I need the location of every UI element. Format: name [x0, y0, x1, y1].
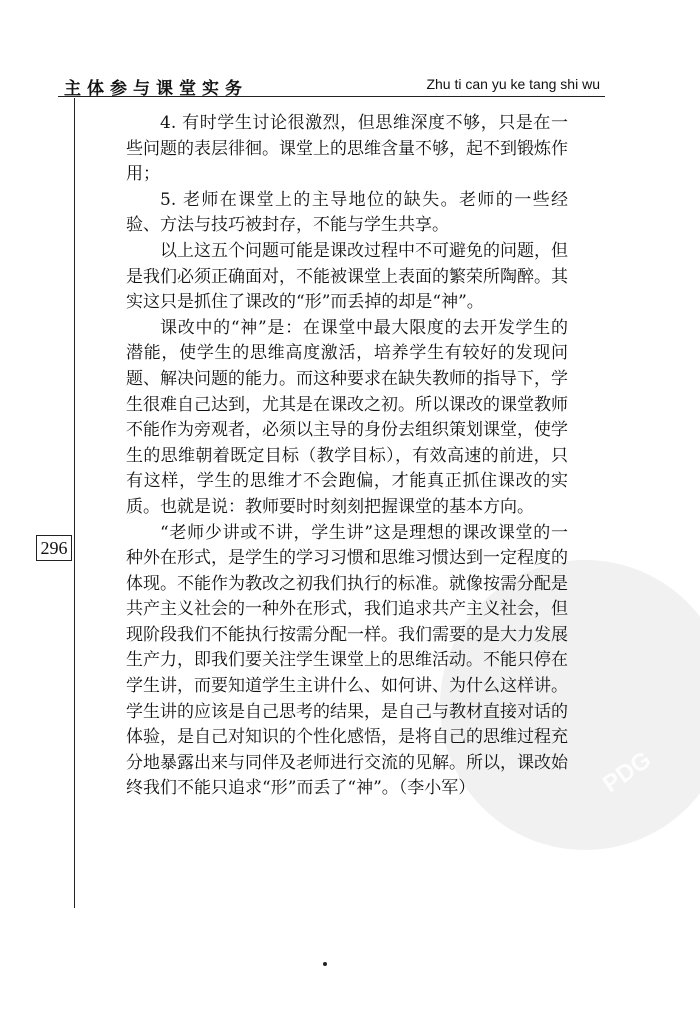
- page-number: 296: [36, 535, 72, 561]
- watermark-label: PDG: [598, 746, 657, 799]
- paragraph-item-5: 5. 老师在课堂上的主导地位的缺失。老师的一些经验、方法与技巧被封存，不能与学生共享。: [126, 189, 568, 236]
- paragraph-item-4: 4. 有时学生讨论很激烈，但思维深度不够，只是在一些问题的表层徘徊。课堂上的思维含量不够，起不到锻炼作用；: [126, 113, 568, 185]
- body-text: [126, 111, 568, 802]
- paragraph-summary: 以上这五个问题可能是课改过程中不可避免的问题，但是我们必须正确面对，不能被课堂上表面的繁荣所陶醉。其实这只是抓住了课改的“形”而丢掉的却是“神”。: [126, 240, 568, 313]
- running-head-title: 主体参与课堂实务: [64, 79, 248, 99]
- footer-dot: [323, 962, 327, 966]
- paragraph-conclusion: “老师少讲或不讲，学生讲”这是理想的课改课堂的一种外在形式，是学生的学习习惯和思维习惯达到一定程度的体现。不能作为教改之初我们执行的标准。就像按需分配是共产主义社会的一种外在形式，我们追求共产主义社会，但现阶段我们不能执行按需分配一样。我们需要的是大力发展生产力，即我们要关注学生课堂上的思维活动。不能只停在学生讲，而要知道学生主讲什么、如何讲、为什么这样讲。学生讲的应该是自己思考的结果，是自己与教材直接对话的体验，是自己对知识的个性化感悟，是将自己的思维过程充分地暴露出来与同伴及老师进行交流的见解。所以，课改始终我们不能只追求“形”而丢了“神”。（李小军）: [126, 522, 568, 799]
- running-head-pinyin: Zhu ti can yu ke tang shi wu: [426, 76, 600, 92]
- header-rule: [58, 96, 605, 97]
- paragraph-spirit: 课改中的“神”是：在课堂中最大限度的去开发学生的潜能，使学生的思维高度激活，培养学生有较好的发现问题、解决问题的能力。而这种要求在缺失教师的指导下，学生很难自己达到，尤其是在课改之初。所以课改的课堂教师不能作为旁观者，必须以主导的身份去组织策划课堂，使学生的思维朝着既定目标（教学目标），有效高速的前进，只有这样，学生的思维才不会跑偏，才能真正抓住课改的实质。也就是说：教师要时时刻刻把握课堂的基本方向。: [126, 317, 568, 517]
- margin-rule: [74, 98, 75, 908]
